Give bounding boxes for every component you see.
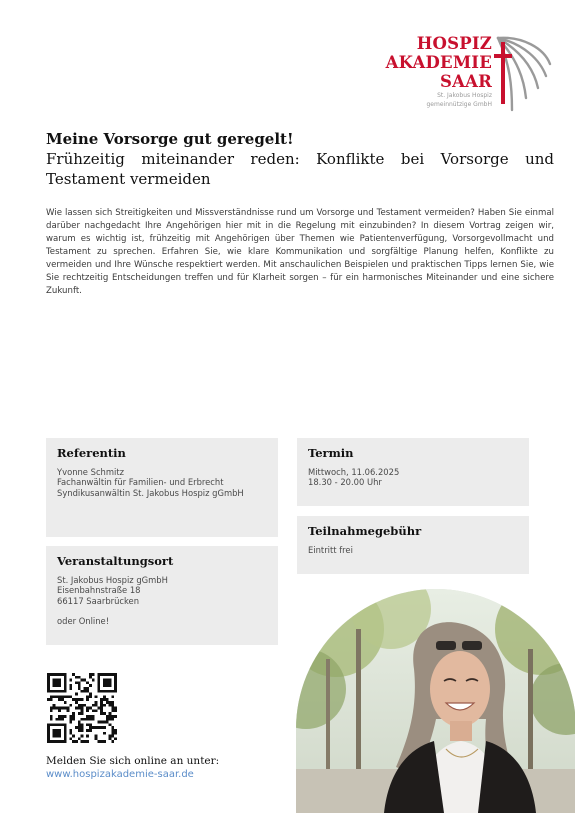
termin-title: Termin: [308, 446, 354, 460]
logo-line-2: AKADEMIE: [385, 53, 492, 72]
shell-cross-icon: [492, 34, 552, 114]
veranstaltungsort-title: Veranstaltungsort: [57, 554, 174, 568]
qr-code[interactable]: [47, 673, 117, 743]
referentin-text: Yvonne Schmitz Fachanwältin für Familien- und Erbrecht Syndikusanwältin St. Jakobus Hospiz gGmbH: [57, 467, 244, 498]
heading-block: [46, 129, 554, 189]
logo-wordmark: [386, 34, 492, 108]
hospiz-akademie-logo: [380, 34, 552, 114]
termin-box: [297, 438, 529, 506]
register-label: Melden Sie sich online an unter:: [46, 755, 220, 767]
logo-line-1: HOSPIZ: [416, 34, 492, 53]
veranstaltungsort-box: [46, 546, 278, 645]
referentin-box: [46, 438, 278, 537]
referentin-title: Referentin: [57, 446, 126, 460]
teilnahmegebuehr-box: [297, 516, 529, 574]
description-paragraph: Wie lassen sich Streitigkeiten und Missverständnisse rund um Vorsorge und Testament vermeiden? Haben Sie einmal darüber nachgedacht Ihre Angehörigen hier mit in die Regelung mit einzubinden? In diesem Vortrag zeigen wir, warum es wichtig ist, frühzeitig mit Angehörigen über Themen wie Patientenverfügung, Vorsorgevollmacht und Testament zu sprechen. Erfahren Sie, wie klare Kommunikation und sorgfältige Planung helfen, Konflikte zu vermeiden und Ihre Wünsche respektiert werden. Mit anschaulichen Beispielen und praktischen Tipps lernen Sie, wie Sie rechtzeitig Entscheidungen treffen und für Klarheit sorgen – für ein harmonisches Miteinander und eine sichere Zukunft.: [46, 208, 554, 296]
logo-line-3: SAAR: [439, 72, 492, 91]
logo-subline-2: gemeinnützige GmbH: [426, 100, 492, 108]
termin-text: Mittwoch, 11.06.2025 18.30 - 20.00 Uhr: [308, 467, 400, 488]
online-note: oder Online!: [57, 615, 110, 626]
website-link[interactable]: www.hospizakademie-saar.de: [46, 769, 194, 780]
teilnahmegebuehr-text: Eintritt frei: [308, 545, 353, 555]
veranstaltungsort-text: St. Jakobus Hospiz gGmbH Eisenbahnstraße 18 66117 Saarbrücken: [57, 575, 168, 606]
woman-portrait-photo: [296, 589, 575, 813]
page-title: Meine Vorsorge gut geregelt!: [46, 130, 294, 148]
teilnahmegebuehr-title: Teilnahmegebühr: [308, 524, 422, 538]
page-subtitle: Frühzeitig miteinander reden: Konflikte bei Vorsorge und Testament vermeiden: [46, 150, 554, 188]
portrait-illustration: [296, 589, 575, 813]
logo-subline-1: St. Jakobus Hospiz: [437, 92, 492, 99]
